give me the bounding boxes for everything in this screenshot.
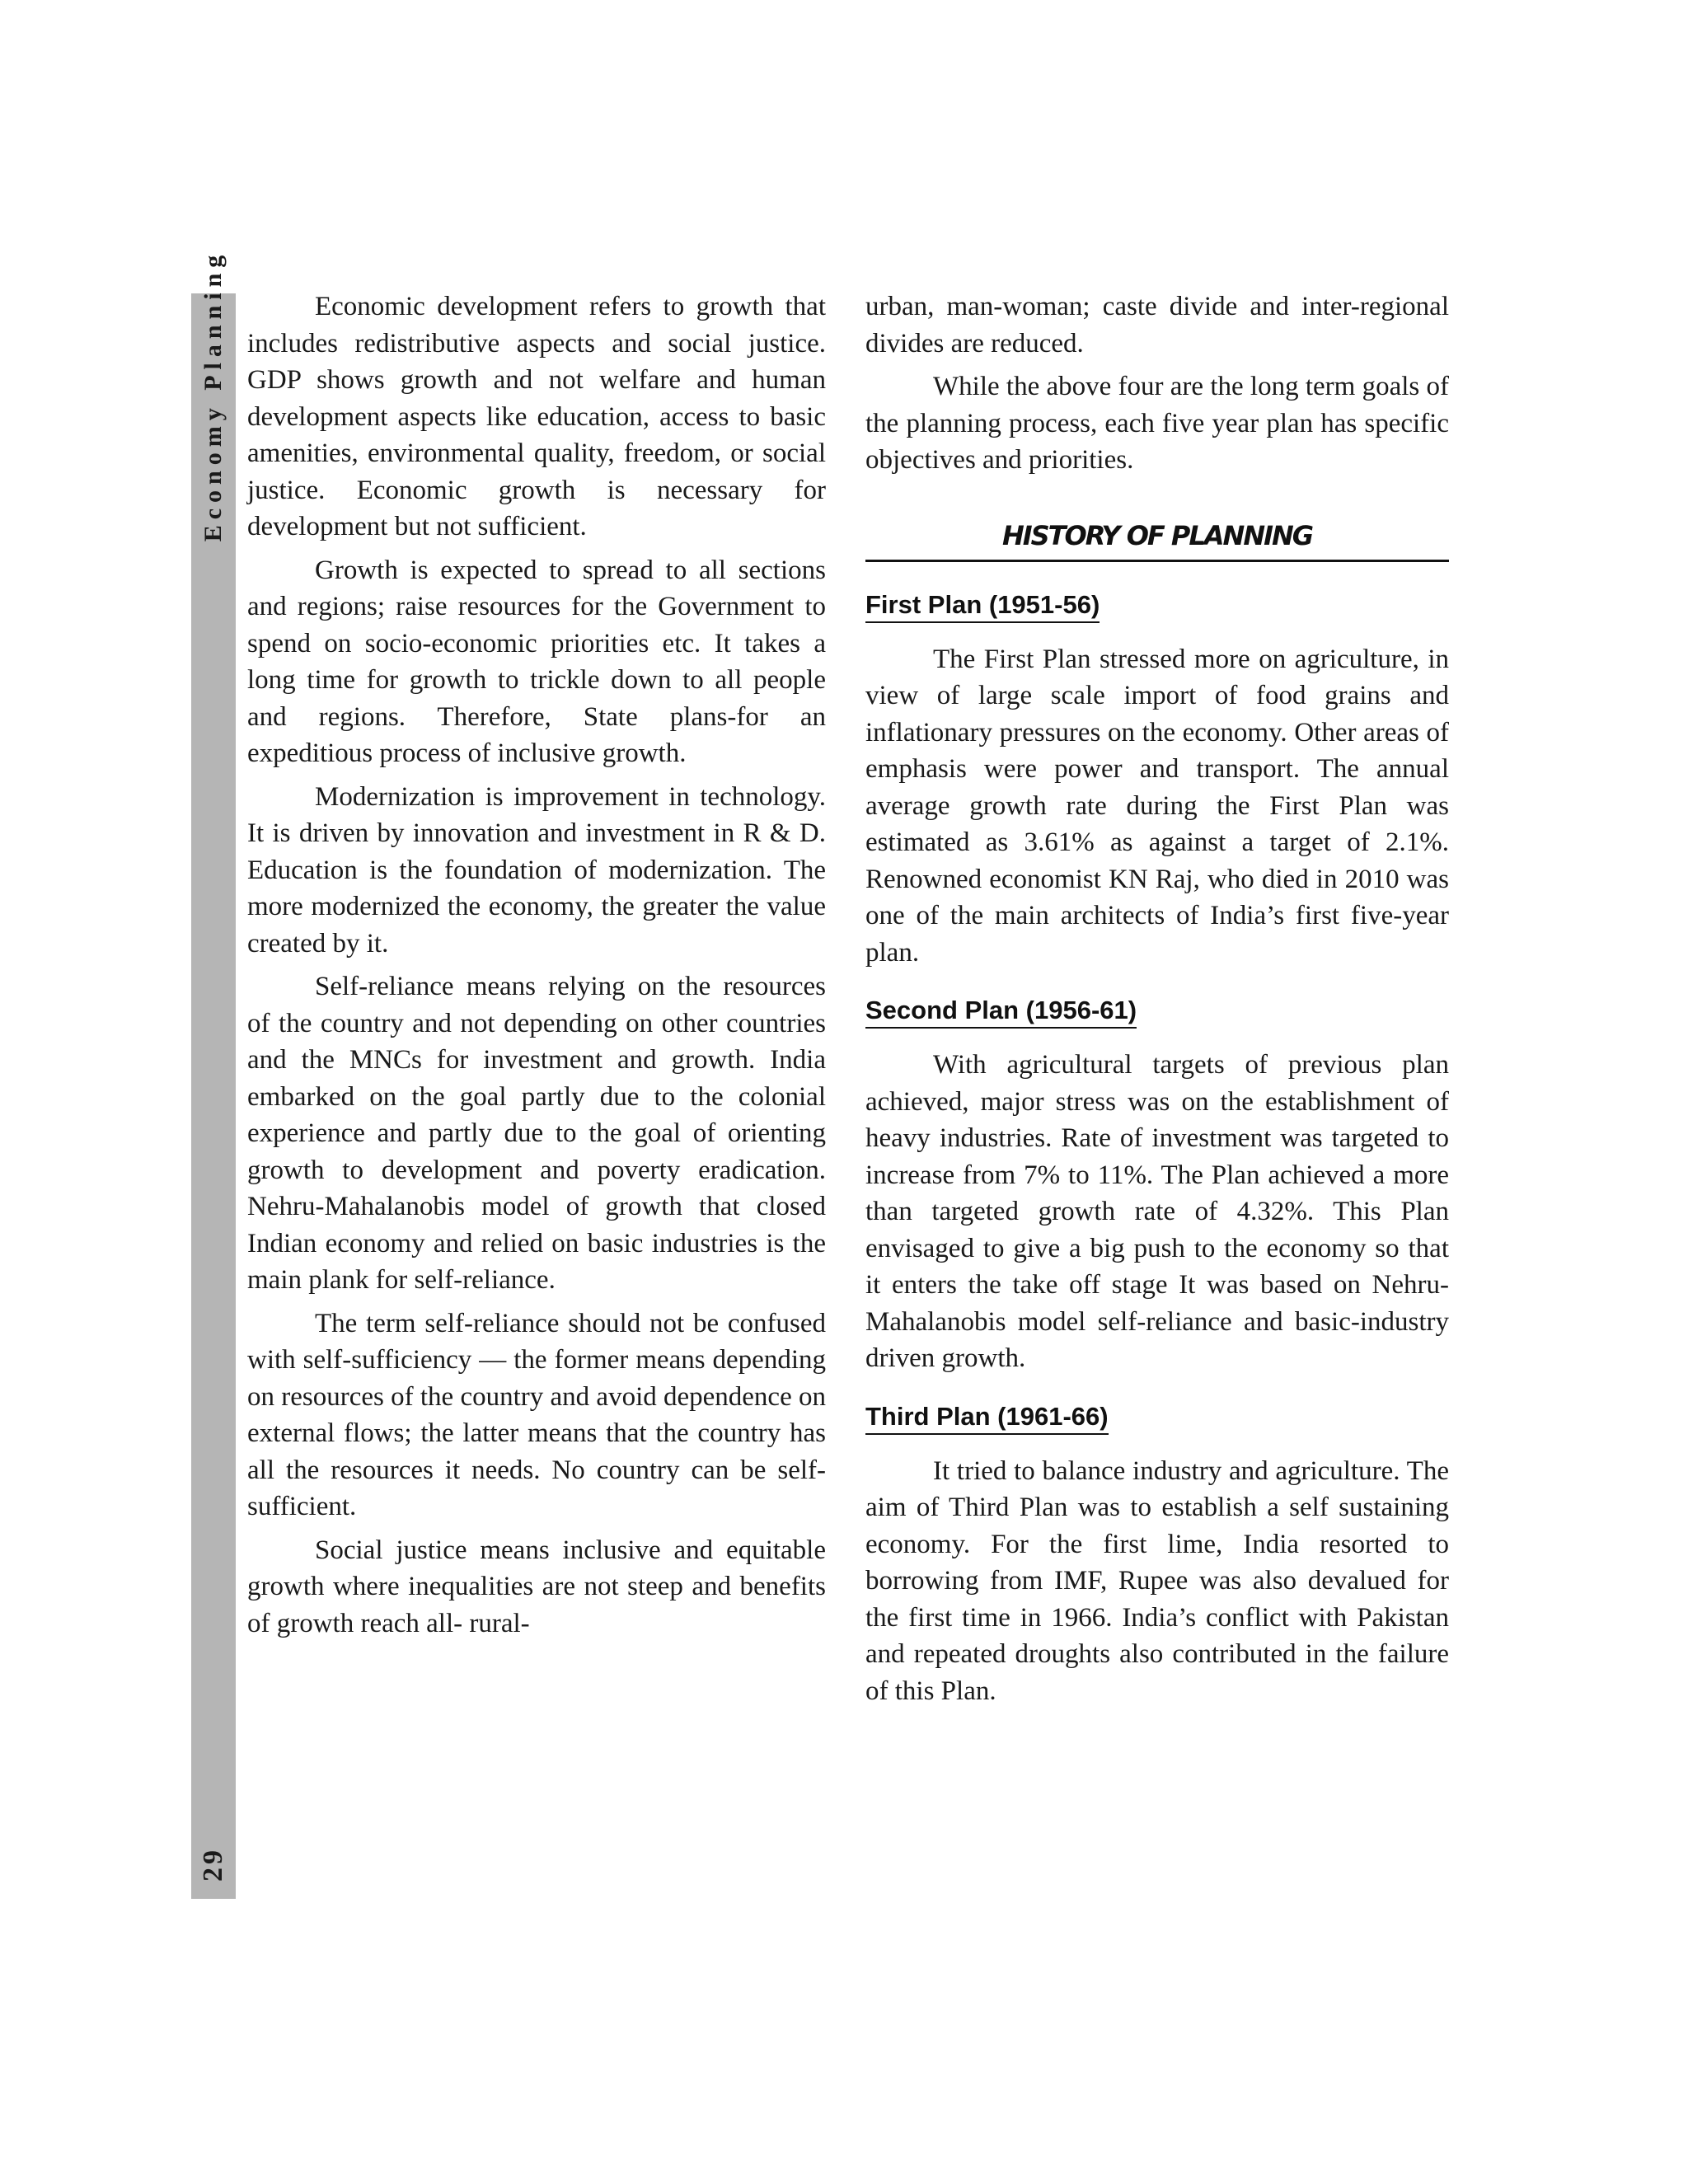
paragraph-economic-development: Economic development refers to growth that includes redistributive aspects and social justice. GDP shows growth and not welfare and human development aspects like education, access to basic amenities, environmental quality, freedom, or social justice. Economic growth is necessary for development but not sufficient.	[247, 292, 826, 541]
plan-text: The First Plan stressed more on agriculture, in view of large scale import of food grains and inflationary pressures on the economy. Other areas of emphasis were power and transport. The annual average growth rate during the First Plan was estimated as 3.61% as against a target of 2.1%. Renowned economist KN Raj, who died in 2010 was one of the main architects of India’s first five-year plan.	[865, 644, 1449, 968]
paragraph-long-term-goals: While the above four are the long term goals of the planning process, each five year plan has specific objectives and priorities.	[865, 372, 1449, 475]
plan-heading: Second Plan (1956-61)	[865, 996, 1137, 1029]
paragraph-continued: urban, man-woman; caste divide and inter-regional divides are reduced.	[865, 292, 1449, 359]
plan-section-third	[865, 1402, 1449, 1710]
plan-text: It tried to balance industry and agriculture. The aim of Third Plan was to establish a self sustaining economy. For the first lime, India resorted to borrowing from IMF, Rupee was also devalued for the first time in 1966. India’s conflict with Pakistan and repeated droughts also contributed in the failure of this Plan.	[865, 1455, 1449, 1706]
paragraph-self-reliance: Self-reliance means relying on the resources of the country and not depending on other countries and the MNCs for investment and growth. India embarked on the goal partly due to the colonial experience and partly due to the goal of orienting growth to development and poverty eradication. Nehru-Mahalanobis model of growth that closed Indian economy and relied on basic industries is the main plank for self-reliance.	[247, 972, 826, 1295]
section-heading: HISTORY OF PLANNING	[1001, 519, 1313, 551]
paragraph-modernization: Modernization is improvement in technology. It is driven by innovation and investment in R & D. Education is the foundation of modernization. The more modernized the economy, the greater the value created by it.	[247, 781, 826, 958]
paragraph-self-sufficiency: The term self-reliance should not be confused with self-sufficiency — the former means depending on resources of the country and avoid dependence on external flows; the latter means that the country has all the resources it needs. No country can be self-sufficient.	[247, 1308, 826, 1521]
running-header-title: Economy Planning	[199, 249, 227, 542]
plan-heading: First Plan (1951-56)	[865, 590, 1100, 623]
plan-section-second	[865, 996, 1449, 1377]
section-heading-block	[865, 520, 1449, 562]
plan-section-first	[865, 590, 1449, 972]
heading-rule	[865, 560, 1449, 562]
left-column	[247, 288, 826, 1648]
page-number: 29	[198, 1847, 228, 1882]
plan-text: With agricultural targets of previous plan achieved, major stress was on the establishment of heavy industries. Rate of investment was targeted to increase from 7% to 11%. The Plan achieved a more than targeted growth rate of 4.32%. This Plan envisaged to give a big push to the economy so that it enters the take off stage It was based on Nehru-Mahalanobis model self-reliance and basic-industry driven growth.	[865, 1050, 1449, 1373]
paragraph-growth: Growth is expected to spread to all sections and regions; raise resources for the Government to spend on socio-economic priorities etc. It takes a long time for growth to trickle down to all people and regions. Therefore, State plans-for an expeditious process of inclusive growth.	[247, 555, 826, 768]
right-column	[865, 288, 1449, 1716]
plan-heading: Third Plan (1961-66)	[865, 1402, 1109, 1435]
paragraph-social-justice: Social justice means inclusive and equitable growth where inequalities are not steep and benefits of growth reach all- rural-	[247, 1535, 826, 1638]
